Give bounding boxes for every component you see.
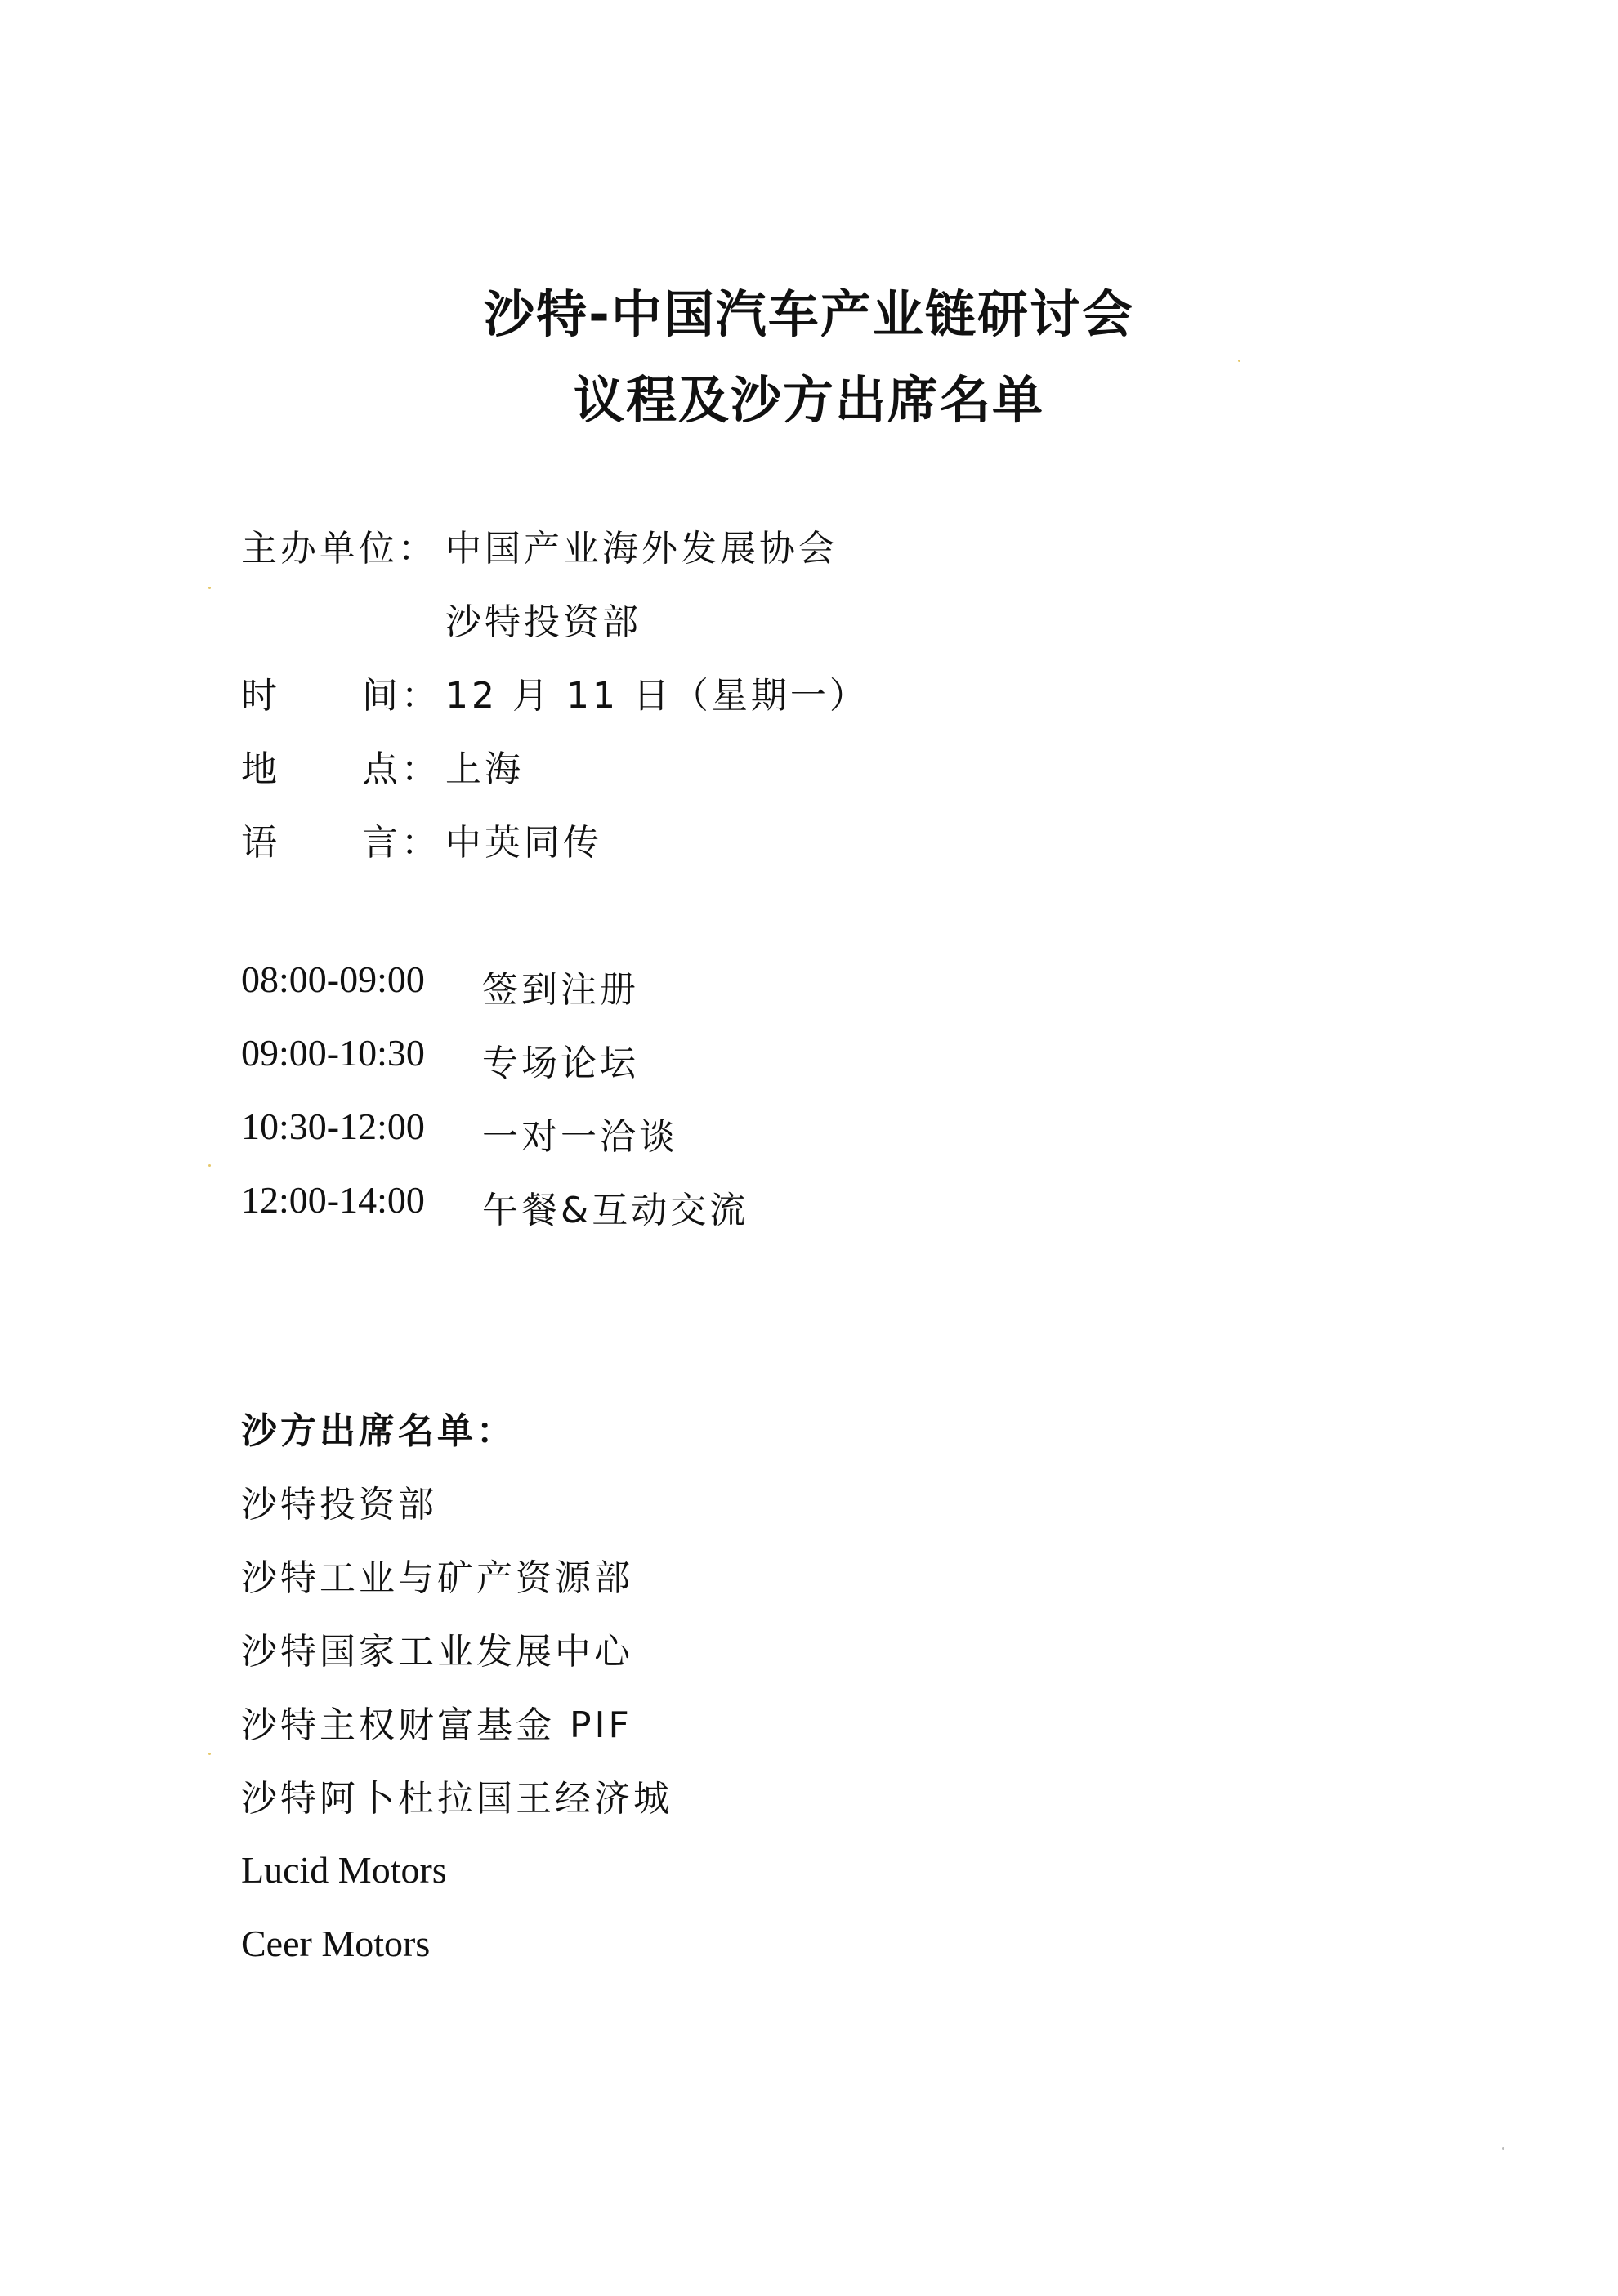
agenda-time: 10:30-12:00	[241, 1106, 425, 1147]
scan-speck	[208, 587, 211, 589]
document-title-line-2: 议程及沙方出席名单	[573, 370, 1044, 430]
attendee-item: Ceer Motors	[241, 1923, 431, 1964]
scan-speck	[208, 1753, 211, 1755]
language-value: 中英同传	[445, 822, 602, 864]
attendee-item: Lucid Motors	[241, 1849, 447, 1891]
time-label: 时 间：	[241, 675, 440, 717]
scan-speck	[208, 1164, 211, 1167]
attendee-item: 沙特国家工业发展中心	[241, 1631, 633, 1673]
agenda-item: 午餐&互动交流	[482, 1190, 749, 1231]
time-value: 12 月 11 日（星期一）	[445, 675, 869, 717]
attendee-item: 沙特主权财富基金 PIF	[241, 1704, 632, 1746]
agenda-time: 12:00-14:00	[241, 1179, 425, 1221]
agenda-item: 一对一洽谈	[482, 1116, 678, 1158]
agenda-item: 签到注册	[482, 969, 639, 1011]
organizer-value-2: 沙特投资部	[445, 601, 641, 643]
agenda-time: 09:00-10:30	[241, 1032, 425, 1074]
attendee-item: 沙特阿卜杜拉国王经济城	[241, 1778, 673, 1820]
attendee-item: 沙特工业与矿产资源部	[241, 1557, 633, 1599]
document-title-line-1: 沙特-中国汽车产业链研讨会	[484, 284, 1134, 344]
agenda-time: 08:00-09:00	[241, 958, 425, 1000]
organizer-label: 主办单位：	[241, 528, 437, 570]
language-label: 语 言：	[241, 822, 440, 864]
place-value: 上海	[445, 748, 524, 790]
attendees-heading: 沙方出席名单：	[241, 1410, 516, 1452]
scan-speck	[1238, 360, 1240, 362]
attendee-item: 沙特投资部	[241, 1484, 437, 1525]
agenda-item: 专场论坛	[482, 1043, 639, 1084]
scan-speck	[1502, 2147, 1504, 2150]
place-label: 地 点：	[241, 748, 440, 790]
organizer-value-1: 中国产业海外发展协会	[445, 528, 838, 570]
